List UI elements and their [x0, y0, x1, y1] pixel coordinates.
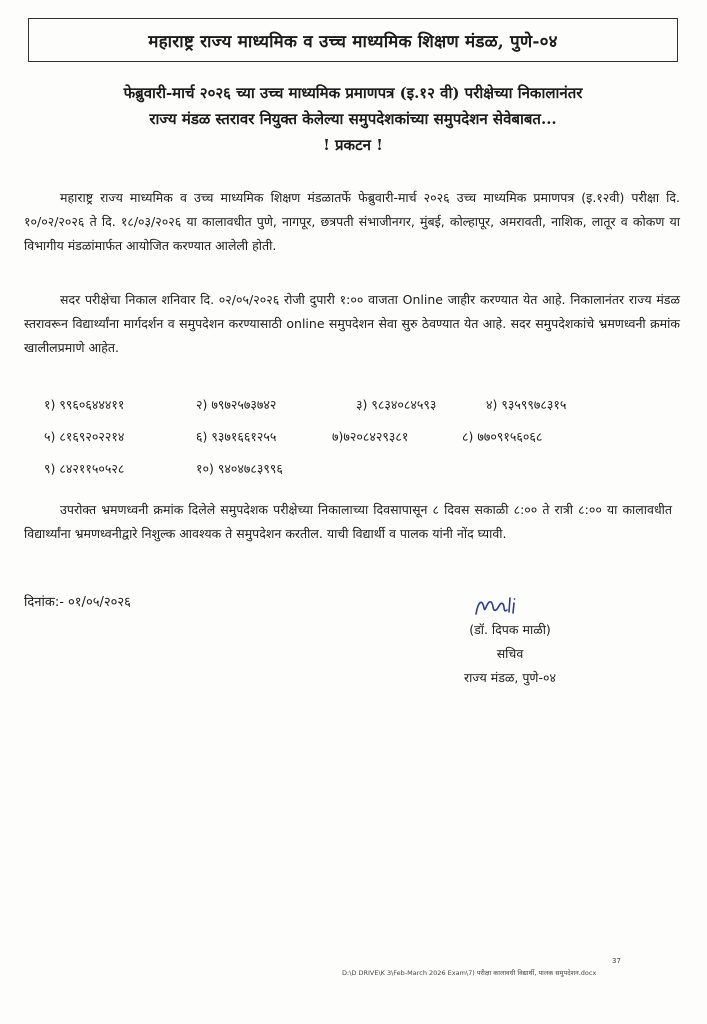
paragraph-counselling-hours: उपरोक्त भ्रमणध्वनी क्रमांक दिलेले समुपदेशक परीक्षेच्या निकालाच्या दिवसापासून ८ दिवस सकाळी ८:०० ते रात्री ८:०० या कालावधीत विद्यार्थ्यांना भ्रमणध्वनीद्वारे निशुल्क आवश्यक ते समुपदेशन करतील. याची विद्यार्थी व पालक यांनी नोंद घ्यावी. [24, 502, 672, 541]
document-file-path: D:\D DRIVE\K 3\Feb-March 2026 Exam\7) परीक्षा कालावधी विद्यार्थी, पालक समुपदेशन.docx [342, 969, 597, 977]
page-number: 37 [612, 957, 621, 965]
phone-number: २) ७९७२५७३७४२ [196, 396, 277, 412]
signatory-block [430, 618, 590, 690]
signatory-name: (डॉ. दिपक माळी) [469, 622, 551, 637]
board-header [28, 18, 678, 62]
signatory-office: राज्य मंडळ, पुणे-०४ [464, 670, 556, 685]
phone-number: ९) ८४२११५०५२८ [44, 460, 125, 476]
notice-date: दिनांक:- ०१/०५/२०२६ [24, 595, 131, 610]
phone-row [44, 388, 684, 420]
phone-row [44, 420, 684, 452]
signature-mark [472, 592, 520, 620]
phone-number: ५) ८१६९२०२२१४ [44, 428, 125, 444]
phone-number: ७)७२०८४२९३८१ [332, 428, 409, 444]
phone-number: ८) ७७०९१५६०६८ [462, 428, 543, 444]
subject-line-1: फेब्रुवारी-मार्च २०२६ च्या उच्च माध्यमिक प्रमाणपत्र (इ.१२ वी) परीक्षेच्या निकालानंतर [123, 84, 583, 102]
phone-number: १०) ९४०४७८३९९६ [196, 460, 283, 476]
phone-number: ६) ९३७१६६१२५५ [196, 428, 277, 444]
subject-line-2: राज्य मंडळ स्तरावर नियुक्त केलेल्या समुपदेशकांच्या समुपदेशन सेवेबाबत... [149, 110, 557, 128]
counsellor-phone-list [44, 388, 684, 484]
paragraph-result-announcement: सदर परीक्षेचा निकाल शनिवार दि. ०२/०५/२०२६ रोजी दुपारी १:०० वाजता Online जाहीर करण्यात येत आहे. निकालानंतर राज्य मंडळ स्तरावरून विद्यार्थ्यांना मार्गदर्शन व समुपदेशन करण्यासाठी online समुपदेशन सेवा सुरु ठेवण्यात येत आहे. सदर समुपदेशकांचे भ्रमणध्वनी क्रमांक खालीलप्रमाणे आहेत. [24, 292, 680, 355]
notice-subject [20, 80, 686, 158]
phone-row [44, 452, 684, 484]
phone-number: ३) ९८३४०८४५९३ [356, 396, 437, 412]
signatory-title: सचिव [496, 646, 524, 661]
board-title: महाराष्ट्र राज्य माध्यमिक व उच्च माध्यमिक शिक्षण मंडळ, पुणे-०४ [148, 31, 558, 52]
subject-line-3: ! प्रकटन ! [323, 136, 383, 154]
phone-number: १) ९९६०६४४४११ [44, 396, 125, 412]
paragraph-exam-schedule: महाराष्ट्र राज्य माध्यमिक व उच्च माध्यमिक शिक्षण मंडळातर्फे फेब्रुवारी-मार्च २०२६ उच्च माध्यमिक प्रमाणपत्र (इ.१२वी) परीक्षा दि. १०/०२/२०२६ ते दि. १८/०३/२०२६ या कालावधीत पुणे, नागपूर, छत्रपती संभाजीनगर, मुंबई, कोल्हापूर, अमरावती, नाशिक, लातूर व कोकण या विभागीय मंडळांमार्फत आयोजित करण्यात आलेली होती. [24, 190, 680, 253]
phone-number: ४) ९३५९९७८३१५ [486, 396, 567, 412]
